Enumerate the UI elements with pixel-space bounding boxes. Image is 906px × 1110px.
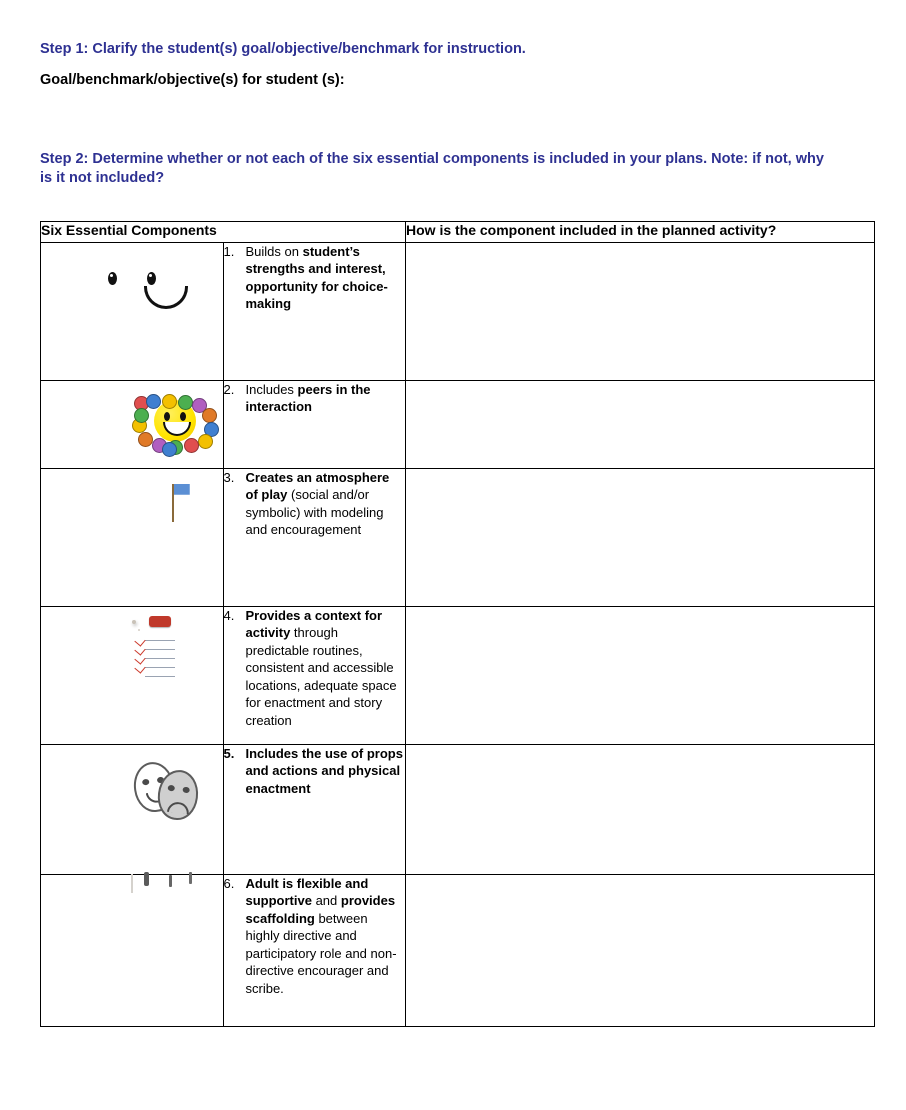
row6-icon-cell — [41, 874, 224, 1026]
row2-text-cell — [223, 380, 406, 468]
row3-text-cell — [223, 468, 406, 606]
table-row — [41, 380, 875, 468]
row2-text: Includes peers in the interaction — [245, 381, 371, 415]
row5-text-cell — [223, 744, 406, 874]
header-components: Six Essential Components — [41, 221, 406, 242]
table-header-row — [41, 221, 875, 242]
row6-number: 6. — [223, 875, 235, 891]
table-row — [41, 242, 875, 380]
row3-icon-cell — [41, 468, 224, 606]
row1-text: Builds on student’s strengths and interest, opportunity for choice-making — [245, 243, 388, 312]
step1-heading: Step 1: Clarify the student(s) goal/objective/benchmark for instruction. — [40, 41, 526, 57]
row4-number: 4. — [223, 607, 235, 623]
table-row — [41, 874, 875, 1026]
row5-number: 5. — [223, 745, 235, 761]
scaffolding-photo-icon — [131, 875, 133, 893]
row4-text-cell — [223, 606, 406, 744]
row1-text-cell — [223, 242, 406, 380]
row5-answer-cell[interactable] — [406, 744, 875, 874]
row4-answer-cell[interactable] — [406, 606, 875, 744]
row4-icon-cell — [41, 606, 224, 744]
row2-answer-cell[interactable] — [406, 380, 875, 468]
step1-section — [40, 40, 872, 88]
table-row — [41, 744, 875, 874]
row1-number: 1. — [223, 243, 235, 259]
table-row — [41, 468, 875, 606]
row3-number: 3. — [223, 469, 235, 485]
row6-text: Adult is flexible and supportive and provides scaffolding between highly directive and participatory role and non-directive encourager and scribe. — [245, 875, 397, 996]
row6-text-cell — [223, 874, 406, 1026]
goal-label: Goal/benchmark/objective(s) for student (s): — [40, 71, 345, 88]
row2-number: 2. — [223, 381, 235, 397]
row2-icon-cell — [41, 380, 224, 468]
six-essential-components-table — [40, 221, 875, 1027]
row3-text: Creates an atmosphere of play (social and/or symbolic) with modeling and encouragement — [245, 469, 390, 538]
row5-text: Includes the use of props and actions and physical enactment — [245, 745, 403, 796]
row3-answer-cell[interactable] — [406, 468, 875, 606]
table-row — [41, 606, 875, 744]
row4-text: Provides a context for activity through predictable routines, consistent and accessible locations, adequate space for enactment and story creation — [245, 607, 397, 728]
row1-icon-cell — [41, 242, 224, 380]
row5-icon-cell — [41, 744, 224, 874]
step2-heading: Step 2: Determine whether or not each of the six essential components is included in your plans. Note: if not, why is it not included? — [40, 150, 824, 187]
header-how-included: How is the component included in the planned activity? — [406, 221, 875, 242]
row1-answer-cell[interactable] — [406, 242, 875, 380]
step2-section — [40, 150, 840, 189]
row6-answer-cell[interactable] — [406, 874, 875, 1026]
